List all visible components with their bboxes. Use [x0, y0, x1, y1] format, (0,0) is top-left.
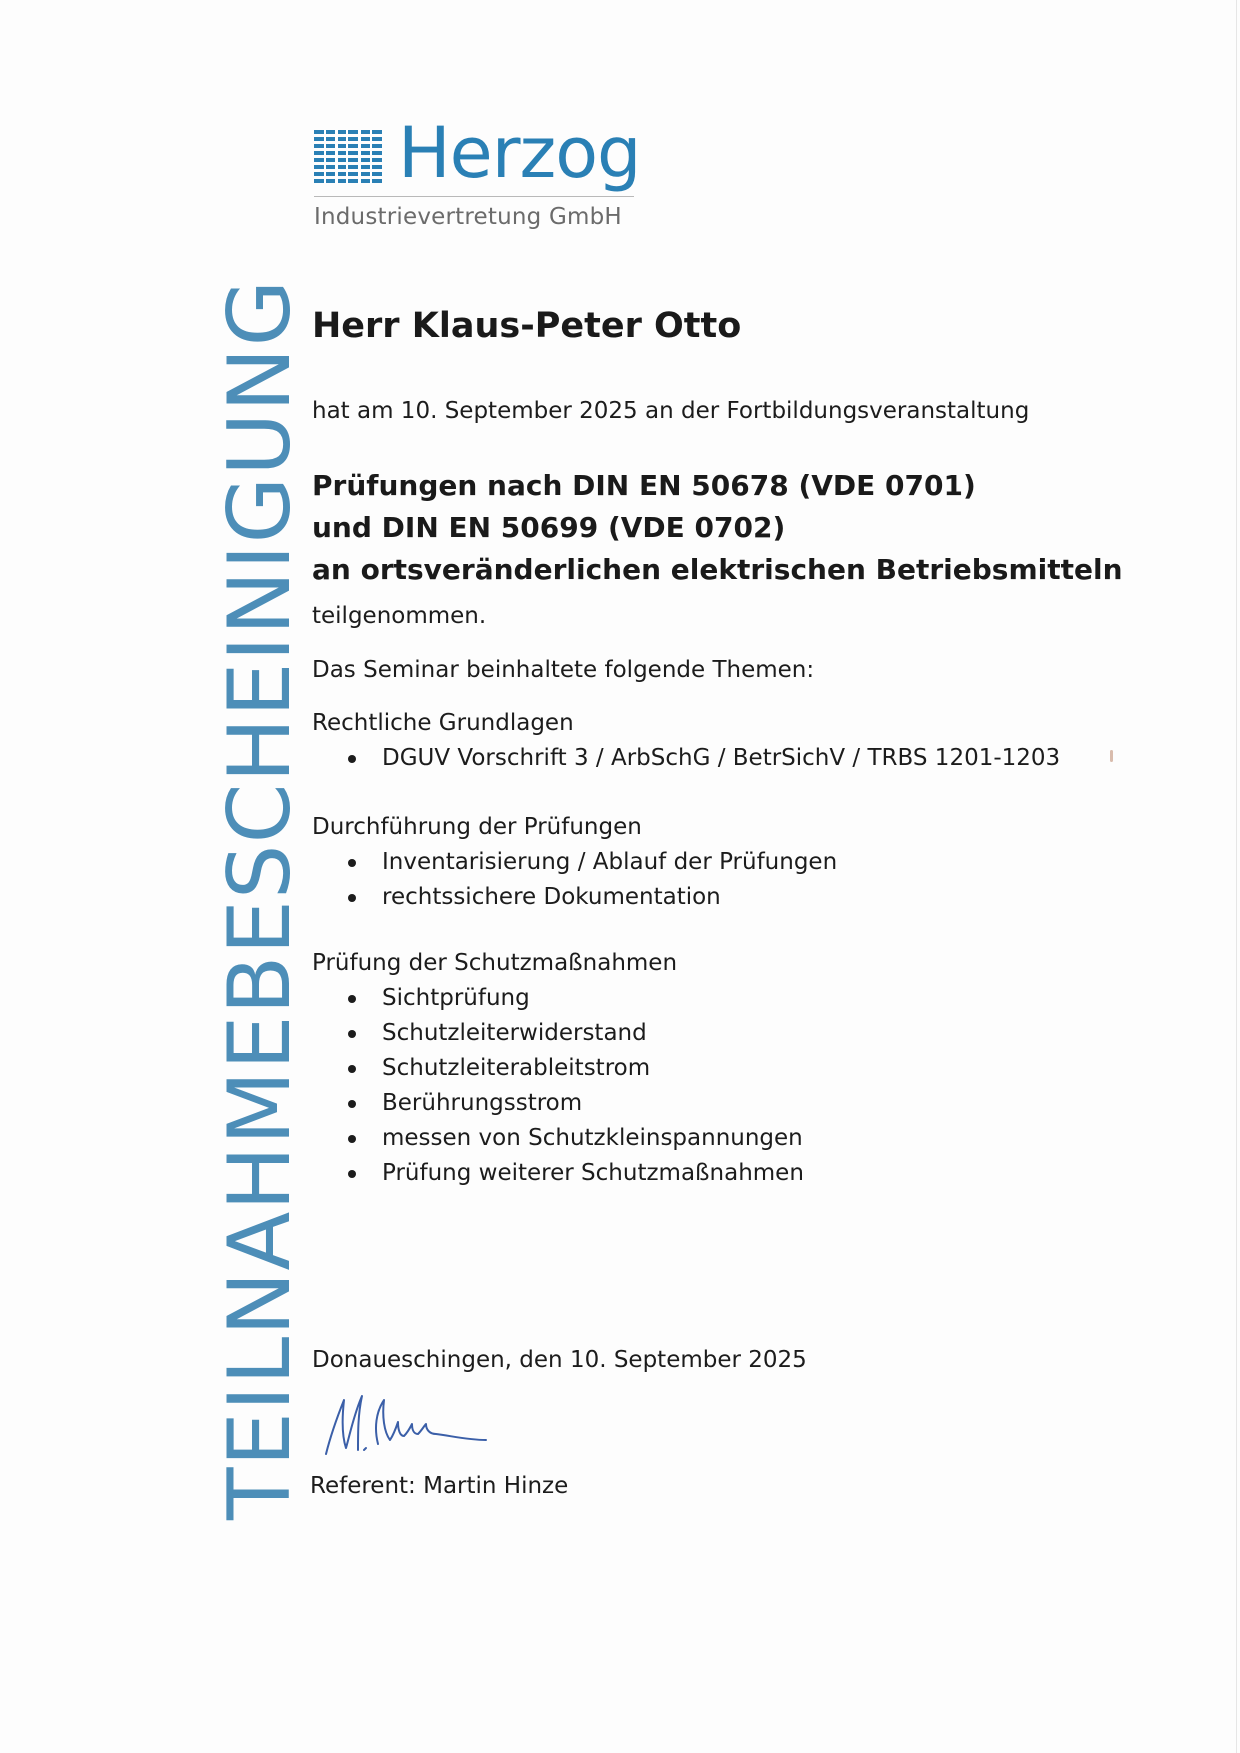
list-item: [312, 880, 837, 915]
bullet-icon: [348, 1030, 356, 1038]
vertical-title-text: TEILNAHMEBESCHEINIGUNG: [210, 278, 310, 1520]
list-item-text: Schutzleiterwiderstand: [382, 1020, 647, 1046]
logo-divider: [314, 196, 634, 197]
bullet-icon: [348, 755, 356, 763]
recipient-name: Herr Klaus-Peter Otto: [312, 306, 742, 346]
list-item: [312, 845, 837, 880]
list-item-text: Inventarisierung / Ablauf der Prüfungen: [382, 849, 838, 875]
scan-mark: [1110, 750, 1113, 762]
logo-company-name: Herzog: [398, 112, 641, 194]
vertical-title: [210, 120, 310, 1520]
logo-subtitle: Industrievertretung GmbH: [314, 204, 622, 230]
herzog-logo-mark-icon: [314, 130, 382, 184]
section-heading: Prüfung der Schutzmaßnahmen: [312, 950, 678, 976]
topic-list: [312, 741, 1060, 776]
topic-list: [312, 981, 804, 1191]
list-item-text: Schutzleiterableitstrom: [382, 1055, 651, 1081]
bullet-icon: [348, 1170, 356, 1178]
completed-text: teilgenommen.: [312, 603, 487, 629]
bullet-icon: [348, 894, 356, 902]
bullet-icon: [348, 1100, 356, 1108]
list-item-text: rechtssichere Dokumentation: [382, 884, 721, 910]
topics-intro: Das Seminar beinhaltete folgende Themen:: [312, 657, 815, 683]
bullet-icon: [348, 995, 356, 1003]
list-item-text: messen von Schutzkleinspannungen: [382, 1125, 803, 1151]
list-item: [312, 1016, 804, 1051]
topic-list: [312, 845, 837, 915]
course-title-line-1: Prüfungen nach DIN EN 50678 (VDE 0701): [312, 469, 976, 502]
section-heading: Rechtliche Grundlagen: [312, 710, 574, 736]
list-item-text: Sichtprüfung: [382, 985, 530, 1011]
course-title: [312, 465, 1123, 591]
list-item: [312, 1086, 804, 1121]
place-date-line: Donaueschingen, den 10. September 2025: [312, 1347, 807, 1373]
signature-icon: [312, 1392, 492, 1462]
topic-section-legal: [312, 706, 1060, 776]
referent-line: Referent: Martin Hinze: [310, 1473, 569, 1499]
bullet-icon: [348, 1065, 356, 1073]
list-item: [312, 1121, 804, 1156]
course-title-line-2: und DIN EN 50699 (VDE 0702): [312, 511, 786, 544]
topic-section-protective-measures: [312, 946, 804, 1191]
list-item-text: Prüfung weiterer Schutzmaßnahmen: [382, 1160, 804, 1186]
list-item: [312, 1051, 804, 1086]
topic-section-execution: [312, 810, 837, 915]
bullet-icon: [348, 859, 356, 867]
course-title-line-3: an ortsveränderlichen elektrischen Betriebsmitteln: [312, 553, 1123, 586]
list-item-text: Berührungsstrom: [382, 1090, 583, 1116]
list-item: [312, 981, 804, 1016]
page-edge-line: [1236, 0, 1237, 1753]
intro-text: hat am 10. September 2025 an der Fortbildungsveranstaltung: [312, 398, 1030, 424]
list-item-text: DGUV Vorschrift 3 / ArbSchG / BetrSichV / TRBS 1201-1203: [382, 745, 1061, 771]
list-item: [312, 741, 1060, 776]
section-heading: Durchführung der Prüfungen: [312, 814, 642, 840]
bullet-icon: [348, 1135, 356, 1143]
list-item: [312, 1156, 804, 1191]
company-logo: [314, 112, 644, 242]
